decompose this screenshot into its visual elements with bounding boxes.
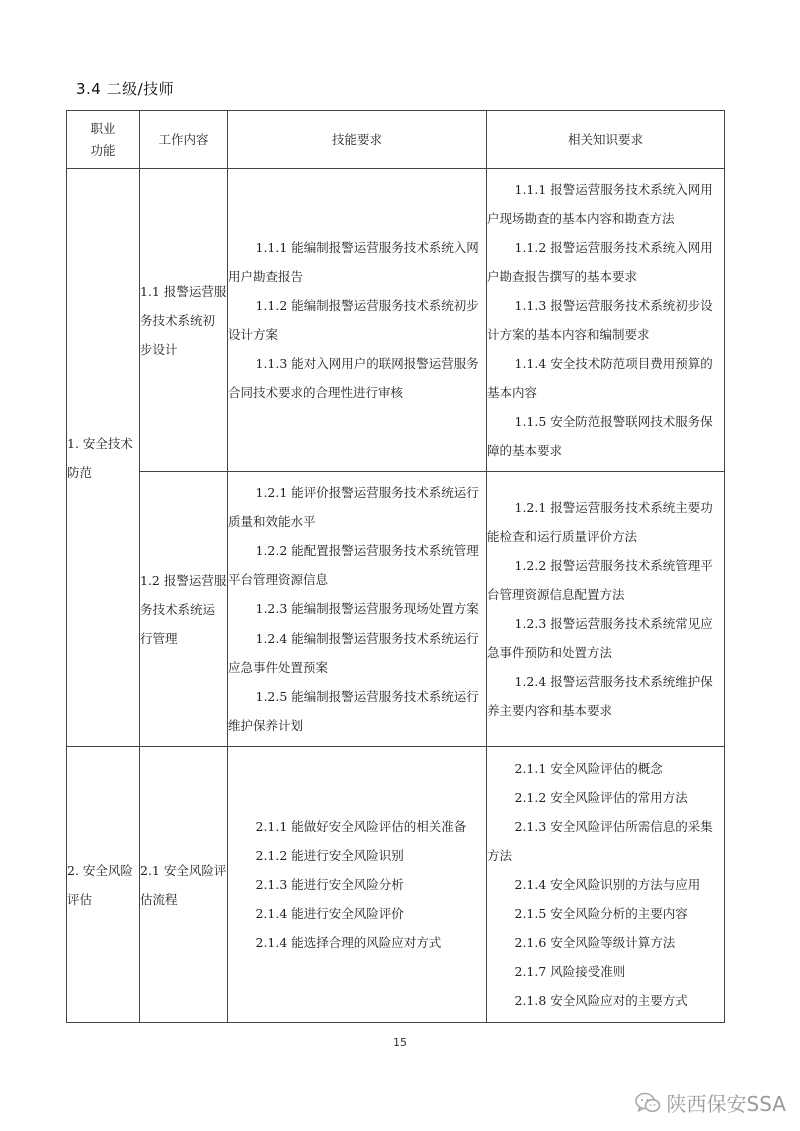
knowledge-item: 2.1.1 安全风险评估的概念: [514, 760, 663, 776]
knowledge-item: 1.1.2 报警运营服务技术系统入网用户勘查报告撰写的基本要求: [487, 239, 713, 284]
work-content-cell: 2.1 安全风险评估流程: [140, 747, 228, 1023]
skill-item: 2.1.3 能进行安全风险分析: [255, 876, 404, 892]
knowledge-item: 1.1.3 报警运营服务技术系统初步设计方案的基本内容和编制要求: [487, 297, 713, 342]
table-row: [67, 472, 725, 747]
skill-item: 1.2.5 能编制报警运营服务技术系统运行维护保养计划: [228, 688, 479, 733]
skill-item: 1.2.2 能配置报警运营服务技术系统管理平台管理资源信息: [228, 543, 479, 588]
skill-item: 1.1.3 能对入网用户的联网报警运营服务合同技术要求的合理性进行审核: [228, 356, 479, 401]
skill-item: 1.2.1 能评价报警运营服务技术系统运行质量和效能水平: [228, 485, 479, 530]
skill-item: 2.1.4 能进行安全风险评价: [255, 906, 404, 922]
watermark: [635, 1088, 786, 1117]
skill-item: 2.1.4 能选择合理的风险应对方式: [255, 935, 442, 951]
skills-cell: [228, 747, 487, 1023]
header-skill-requirements: 技能要求: [228, 111, 487, 169]
header-occupational-function: [67, 111, 140, 169]
skill-item: 2.1.2 能进行安全风险识别: [255, 847, 404, 863]
header-knowledge-requirements: 相关知识要求: [487, 111, 725, 169]
knowledge-item: 2.1.2 安全风险评估的常用方法: [514, 789, 688, 805]
wechat-icon: [635, 1092, 661, 1114]
knowledge-cell: [487, 747, 725, 1023]
knowledge-item: 1.2.3 报警运营服务技术系统常见应急事件预防和处置方法: [487, 616, 713, 661]
knowledge-item: 2.1.8 安全风险应对的主要方式: [514, 993, 688, 1009]
knowledge-item: 2.1.5 安全风险分析的主要内容: [514, 906, 688, 922]
header-work-content: 工作内容: [140, 111, 228, 169]
work-content-cell: 1.2 报警运营服务技术系统运行管理: [140, 472, 228, 747]
knowledge-item: 1.2.1 报警运营服务技术系统主要功能检查和运行质量评价方法: [487, 499, 713, 544]
page-number: 15: [393, 1036, 407, 1049]
knowledge-item: 2.1.4 安全风险识别的方法与应用: [514, 876, 701, 892]
knowledge-item: 1.1.1 报警运营服务技术系统入网用户现场勘查的基本内容和勘查方法: [487, 181, 713, 226]
knowledge-item: 1.1.4 安全技术防范项目费用预算的基本内容: [487, 356, 713, 401]
knowledge-cell: [487, 169, 725, 472]
knowledge-item: 2.1.7 风险接受准则: [514, 964, 626, 980]
work-content-cell: 1.1 报警运营服务技术系统初步设计: [140, 169, 228, 472]
skill-item: 1.1.1 能编制报警运营服务技术系统入网用户勘查报告: [228, 239, 479, 284]
skills-cell: [228, 169, 487, 472]
watermark-text: 陕西保安SSA: [666, 1092, 786, 1116]
knowledge-cell: [487, 472, 725, 747]
knowledge-item: 2.1.3 安全风险评估所需信息的采集方法: [487, 818, 713, 863]
knowledge-item: 1.1.5 安全防范报警联网技术服务保障的基本要求: [487, 414, 713, 459]
knowledge-item: 1.2.2 报警运营服务技术系统管理平台管理资源信息配置方法: [487, 557, 713, 602]
table-row: [67, 747, 725, 1023]
skill-item: 1.2.3 能编制报警运营服务现场处置方案: [255, 601, 479, 617]
skill-item: 1.2.4 能编制报警运营服务技术系统运行应急事件处置预案: [228, 630, 479, 675]
skills-cell: [228, 472, 487, 747]
function-cell: 2. 安全风险评估: [67, 747, 140, 1023]
header-function-text: 职业 功能: [90, 120, 116, 158]
table-row: [67, 169, 725, 472]
knowledge-item: 2.1.6 安全风险等级计算方法: [514, 935, 676, 951]
skills-standard-table: [66, 110, 725, 1023]
function-cell: 1. 安全技术防范: [67, 169, 140, 747]
skill-item: 2.1.1 能做好安全风险评估的相关准备: [255, 818, 467, 834]
skill-item: 1.1.2 能编制报警运营服务技术系统初步设计方案: [228, 297, 479, 342]
knowledge-item: 1.2.4 报警运营服务技术系统维护保养主要内容和基本要求: [487, 674, 713, 719]
section-title: 3.4 二级/技师: [76, 80, 175, 98]
table-header-row: [67, 111, 725, 169]
